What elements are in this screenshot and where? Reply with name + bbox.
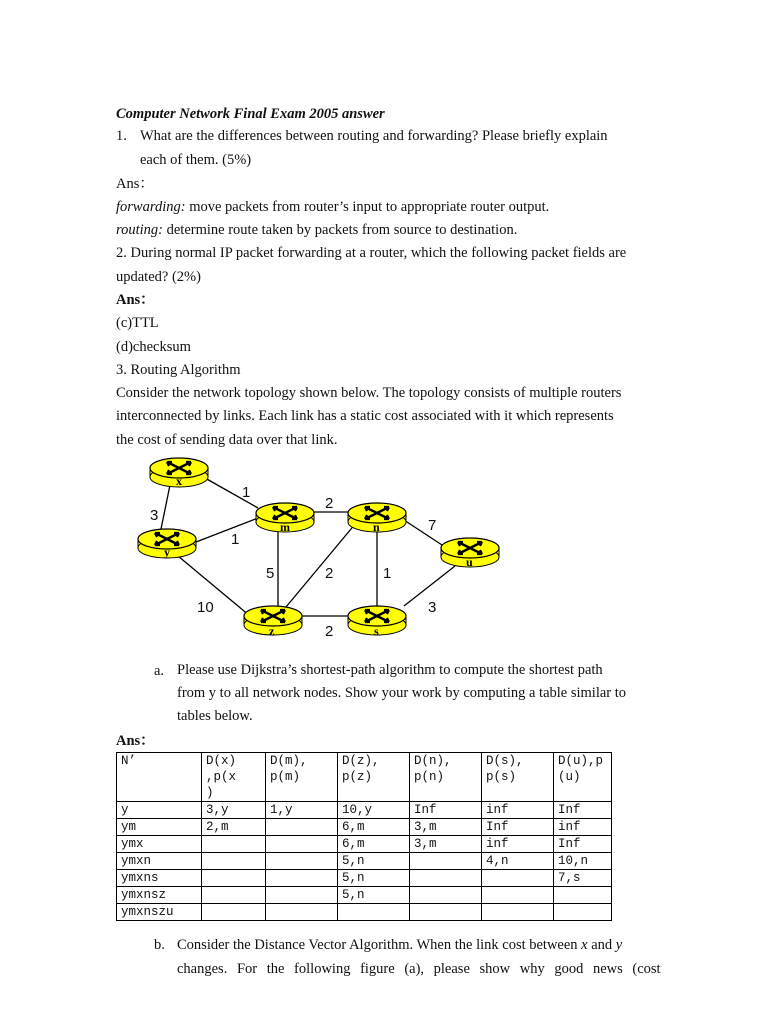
table-cell	[554, 887, 612, 904]
table-cell: inf	[482, 836, 554, 853]
router-n-label: n	[373, 520, 380, 534]
part-b-label: b.	[154, 937, 165, 953]
page-title: Computer Network Final Exam 2005 answer	[116, 106, 385, 122]
table-cell: 6,m	[338, 836, 410, 853]
table-cell	[266, 853, 338, 870]
table-cell: 10,n	[554, 853, 612, 870]
part-a-line1: Please use Dijkstra’s shortest-path algorithm to compute the shortest path	[177, 662, 603, 678]
table-row	[117, 802, 612, 819]
table-header-row	[117, 753, 612, 802]
part-a-text	[177, 659, 657, 728]
table-cell: Inf	[554, 802, 612, 819]
q1-number: 1.	[116, 128, 127, 144]
table-cell: Inf	[554, 836, 612, 853]
table-cell: 4,n	[482, 853, 554, 870]
router-s	[348, 606, 406, 638]
table-cell: 2,m	[202, 819, 266, 836]
table-cell: Inf	[410, 802, 482, 819]
table-cell	[266, 819, 338, 836]
cost-n-u: 7	[428, 517, 437, 534]
column-header: D(u),p (u)	[554, 753, 612, 802]
link-n-z	[286, 523, 356, 607]
part-a-line3: tables below.	[177, 708, 253, 724]
part-a-line2: from y to all network nodes. Show your work by computing a table similar to	[177, 685, 627, 701]
table-cell: ymx	[117, 836, 202, 853]
router-n	[348, 503, 406, 534]
part-a-label: a.	[154, 663, 165, 679]
table-cell: ymxns	[117, 870, 202, 887]
q2-ans-label: Ans：	[116, 292, 155, 308]
table-cell: inf	[554, 819, 612, 836]
routing-term: routing:	[116, 222, 163, 238]
q3-ans-label: Ans：	[116, 733, 155, 749]
column-header: D(s), p(s)	[482, 753, 554, 802]
table-row	[117, 853, 612, 870]
table-cell: Inf	[482, 819, 554, 836]
table-cell	[266, 836, 338, 853]
column-header: D(x) ,p(x )	[202, 753, 266, 802]
table-cell	[266, 904, 338, 921]
routing-definition: determine route taken by packets from source to destination.	[163, 222, 518, 238]
q3-heading: 3. Routing Algorithm	[116, 362, 241, 378]
column-header: D(m), p(m)	[266, 753, 338, 802]
router-x-label: x	[176, 474, 182, 488]
table-cell: 10,y	[338, 802, 410, 819]
cost-x-m: 1	[242, 484, 251, 501]
table-cell: 3,m	[410, 836, 482, 853]
table-cell	[410, 887, 482, 904]
q2-answer-ttl: (c)TTL	[116, 315, 159, 331]
table-cell: 5,n	[338, 887, 410, 904]
table-cell	[410, 870, 482, 887]
q3-para-line2: interconnected by links. Each link has a static cost associated with it which represents	[116, 408, 614, 424]
table-cell	[482, 870, 554, 887]
forwarding-term: forwarding:	[116, 199, 186, 215]
cost-n-s: 1	[383, 565, 392, 582]
q3-para-line3: the cost of sending data over that link.	[116, 432, 338, 448]
table-cell	[338, 904, 410, 921]
router-m	[256, 503, 314, 534]
router-m-label: m	[280, 520, 290, 534]
table-cell	[482, 887, 554, 904]
router-s-label: s	[374, 624, 379, 638]
table-cell	[202, 836, 266, 853]
table-cell: ymxnszu	[117, 904, 202, 921]
router-u-label: u	[466, 555, 473, 569]
link-y-z	[178, 556, 250, 616]
part-b-text	[177, 933, 661, 981]
table-cell: 6,m	[338, 819, 410, 836]
router-x	[150, 458, 208, 488]
cost-s-u: 3	[428, 599, 437, 616]
table-cell: inf	[482, 802, 554, 819]
router-y-label: y	[164, 545, 170, 559]
link-y-m	[196, 518, 258, 542]
q1-line2: each of them. (5%)	[140, 152, 252, 168]
table-cell	[266, 870, 338, 887]
table-cell	[410, 904, 482, 921]
table-cell	[482, 904, 554, 921]
cost-x-y: 3	[150, 507, 159, 524]
router-u	[441, 538, 499, 569]
router-y	[138, 529, 196, 559]
table-cell	[266, 887, 338, 904]
column-header: D(z), p(z)	[338, 753, 410, 802]
table-cell: y	[117, 802, 202, 819]
table-row	[117, 819, 612, 836]
cost-m-n: 2	[325, 495, 334, 512]
router-z-label: z	[269, 624, 275, 638]
table-cell: 7,s	[554, 870, 612, 887]
table-cell	[202, 887, 266, 904]
table-cell: 5,n	[338, 853, 410, 870]
table-row	[117, 887, 612, 904]
cost-m-z: 5	[266, 565, 275, 582]
table-cell: ymxnsz	[117, 887, 202, 904]
table-cell	[554, 904, 612, 921]
q2-answer-checksum: (d)checksum	[116, 339, 191, 355]
cost-y-z: 10	[197, 599, 214, 616]
cost-y-m: 1	[231, 531, 240, 548]
table-cell: 3,y	[202, 802, 266, 819]
router-z	[244, 606, 302, 638]
table-cell	[202, 870, 266, 887]
table-cell: 1,y	[266, 802, 338, 819]
table-cell: 5,n	[338, 870, 410, 887]
forwarding-definition: move packets from router’s input to appropriate router output.	[185, 199, 550, 215]
table-row	[117, 904, 612, 921]
part-b-line1: Consider the Distance Vector Algorithm. When the link cost between x and y	[177, 937, 623, 953]
q1-line1: What are the differences between routing and forwarding? Please briefly explain	[140, 128, 608, 144]
column-header: N’	[117, 753, 202, 802]
q1-ans-label: Ans：	[116, 176, 154, 192]
cost-n-z: 2	[325, 565, 334, 582]
table-cell	[202, 853, 266, 870]
table-cell: 3,m	[410, 819, 482, 836]
table-row	[117, 836, 612, 853]
table-cell	[202, 904, 266, 921]
q2-line2: updated? (2%)	[116, 269, 201, 285]
q3-para-line1: Consider the network topology shown below. The topology consists of multiple routers	[116, 385, 622, 401]
cost-z-s: 2	[325, 623, 334, 640]
table-cell: ym	[117, 819, 202, 836]
dijkstra-table	[116, 752, 612, 921]
q2-line1: 2. During normal IP packet forwarding at a router, which the following packet fields are	[116, 245, 627, 261]
part-b-line2: changes. For the following figure (a), please show why good news (cost	[177, 961, 661, 977]
column-header: D(n), p(n)	[410, 753, 482, 802]
table-cell	[410, 853, 482, 870]
table-row	[117, 870, 612, 887]
table-cell: ymxn	[117, 853, 202, 870]
link-x-y	[160, 485, 170, 534]
